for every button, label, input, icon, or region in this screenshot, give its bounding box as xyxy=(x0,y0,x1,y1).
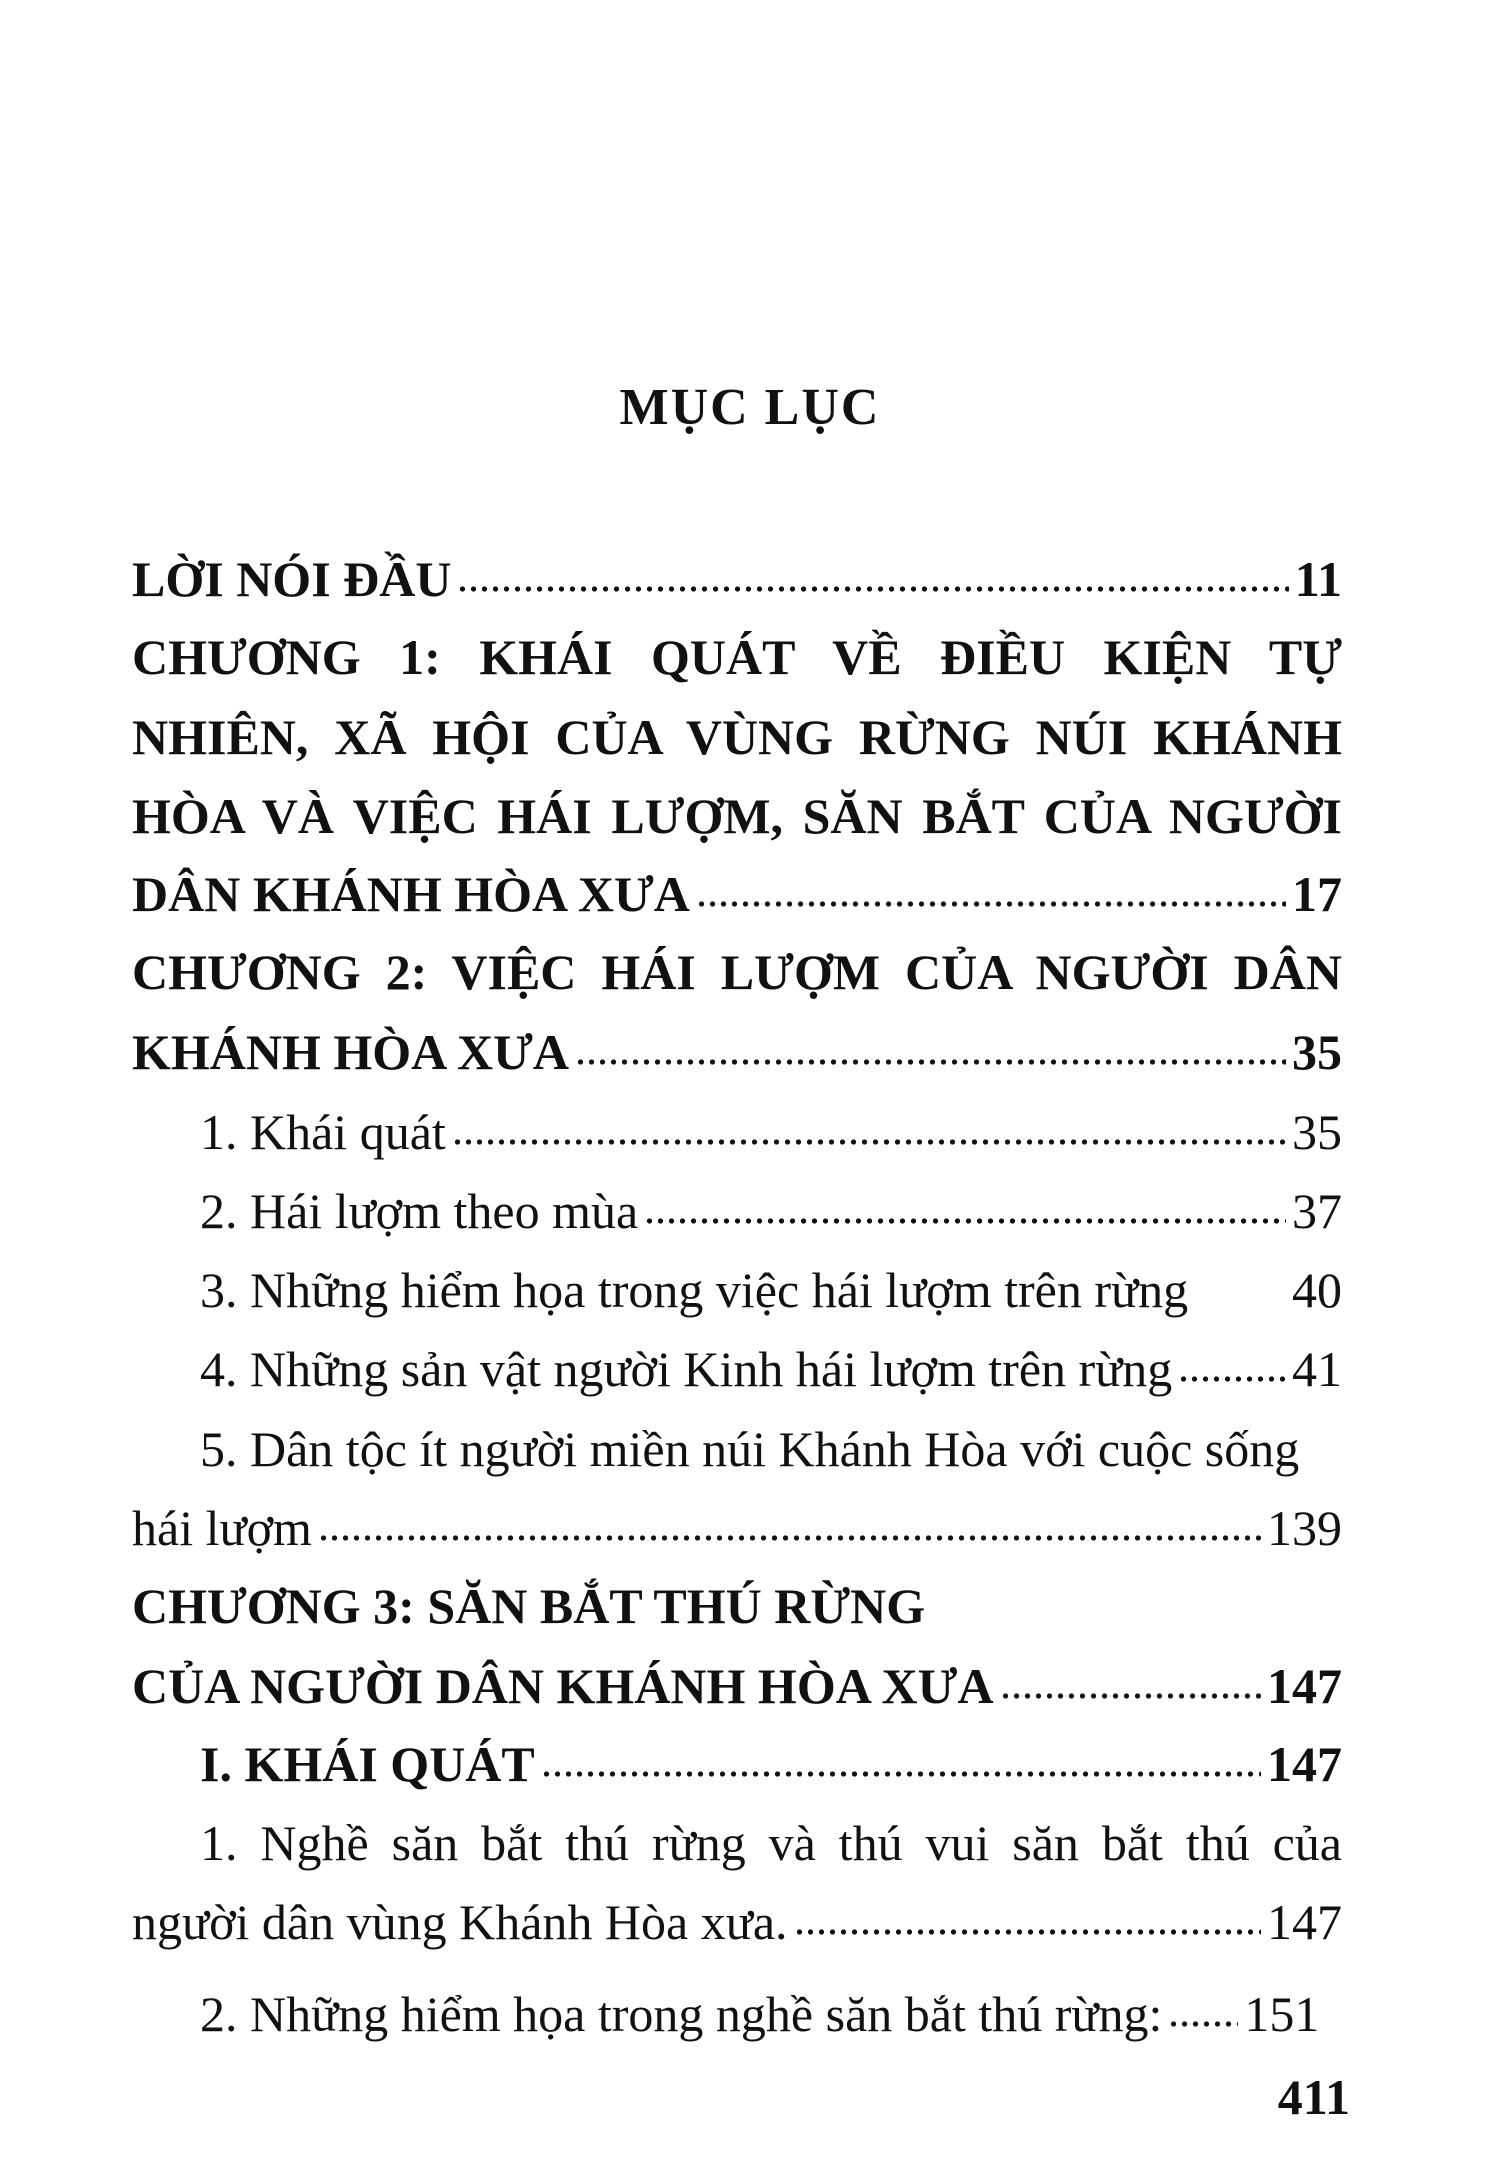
toc-page-number: 139 xyxy=(1267,1500,1342,1556)
toc-entry-chapter-1-line-1: CHƯƠNG 1: KHÁI QUÁT VỀ ĐIỀU KIỆN TỰ xyxy=(132,629,1342,685)
toc-entry-2-3 xyxy=(200,1259,1342,1321)
toc-entry-chapter-2-line-1: CHƯƠNG 2: VIỆC HÁI LƯỢM CỦA NGƯỜI DÂN xyxy=(132,944,1342,1000)
toc-entry-2-2 xyxy=(200,1180,1342,1242)
dot-leader xyxy=(794,1925,1261,1939)
page-number: 411 xyxy=(1277,2069,1350,2125)
toc-entry-title: KHÁNH HÒA XƯA xyxy=(132,1024,570,1080)
toc-entry-chapter-1-line-4 xyxy=(132,863,1342,925)
dot-leader xyxy=(318,1531,1261,1545)
toc-entry-chapter-1-line-2: NHIÊN, XÃ HỘI CỦA VÙNG RỪNG NÚI KHÁNH xyxy=(132,709,1342,765)
toc-entry-chapter-2-line-2 xyxy=(132,1021,1342,1083)
toc-entry-title: CỦA NGƯỜI DÂN KHÁNH HÒA XƯA xyxy=(132,1658,994,1714)
toc-page-number: 147 xyxy=(1267,1894,1342,1950)
toc-entry-chapter-1-line-3: HÒA VÀ VIỆC HÁI LƯỢM, SĂN BẮT CỦA NGƯỜI xyxy=(132,788,1342,844)
toc-entry-title: hái lượm xyxy=(132,1500,312,1556)
toc-entry-3-I xyxy=(200,1733,1342,1795)
dot-leader xyxy=(1178,1372,1286,1386)
page-title: MỤC LỤC xyxy=(619,379,881,436)
toc-page-number: 147 xyxy=(1267,1736,1342,1792)
toc-page-number: 40 xyxy=(1292,1262,1342,1318)
toc-entry-title: 2. Những hiểm họa trong nghề săn bắt thú rừng: xyxy=(200,1986,1163,2042)
toc-page-number: 151 xyxy=(1244,1986,1320,2042)
toc-page-number: 41 xyxy=(1292,1341,1342,1397)
toc-entry-title: LỜI NÓI ĐẦU xyxy=(132,551,452,607)
toc-entry-title: 4. Những sản vật người Kinh hái lượm trên rừng xyxy=(200,1341,1173,1397)
toc-entry-title: 3. Những hiểm họa trong việc hái lượm trên rừng xyxy=(200,1262,1189,1318)
toc-page-number: 35 xyxy=(1292,1104,1342,1160)
toc-entry-title: DÂN KHÁNH HÒA XƯA xyxy=(132,866,690,922)
toc-page-number: 147 xyxy=(1267,1658,1342,1714)
toc-entry-title: 1. Khái quát xyxy=(200,1104,446,1160)
toc-entry-3-2 xyxy=(200,1983,1342,2045)
toc-entry-2-5-line-2 xyxy=(132,1497,1342,1559)
dot-leader xyxy=(457,582,1288,596)
dot-leader xyxy=(644,1214,1286,1228)
toc-entry-2-5-line-1: 5. Dân tộc ít người miền núi Khánh Hòa với cuộc sống xyxy=(200,1421,1300,1477)
toc-page-number: 17 xyxy=(1292,866,1342,922)
toc-entry-title: người dân vùng Khánh Hòa xưa. xyxy=(132,1894,788,1950)
toc-entry-chapter-3-line-1: CHƯƠNG 3: SĂN BẮT THÚ RỪNG xyxy=(132,1578,926,1634)
dot-leader xyxy=(696,897,1286,911)
dot-leader xyxy=(541,1767,1261,1781)
toc-page-number: 37 xyxy=(1292,1183,1342,1239)
toc-page-number: 35 xyxy=(1292,1024,1342,1080)
toc-entry-title: I. KHÁI QUÁT xyxy=(200,1736,535,1792)
toc-entry-chapter-3-line-2 xyxy=(132,1655,1342,1717)
toc-page-number: 11 xyxy=(1294,551,1342,607)
toc-entry-2-4 xyxy=(200,1338,1342,1400)
toc-entry-title: 2. Hái lượm theo mùa xyxy=(200,1183,639,1239)
dot-leader xyxy=(1000,1689,1261,1703)
dot-leader xyxy=(1168,2017,1238,2031)
toc-entry-preface xyxy=(132,548,1342,610)
toc-entry-3-1-line-1: 1. Nghề săn bắt thú rừng và thú vui săn bắt thú của xyxy=(200,1815,1342,1871)
dot-leader xyxy=(575,1055,1286,1069)
toc-entry-2-1 xyxy=(200,1101,1342,1163)
dot-leader xyxy=(452,1135,1286,1149)
toc-entry-3-1-line-2 xyxy=(132,1891,1342,1953)
